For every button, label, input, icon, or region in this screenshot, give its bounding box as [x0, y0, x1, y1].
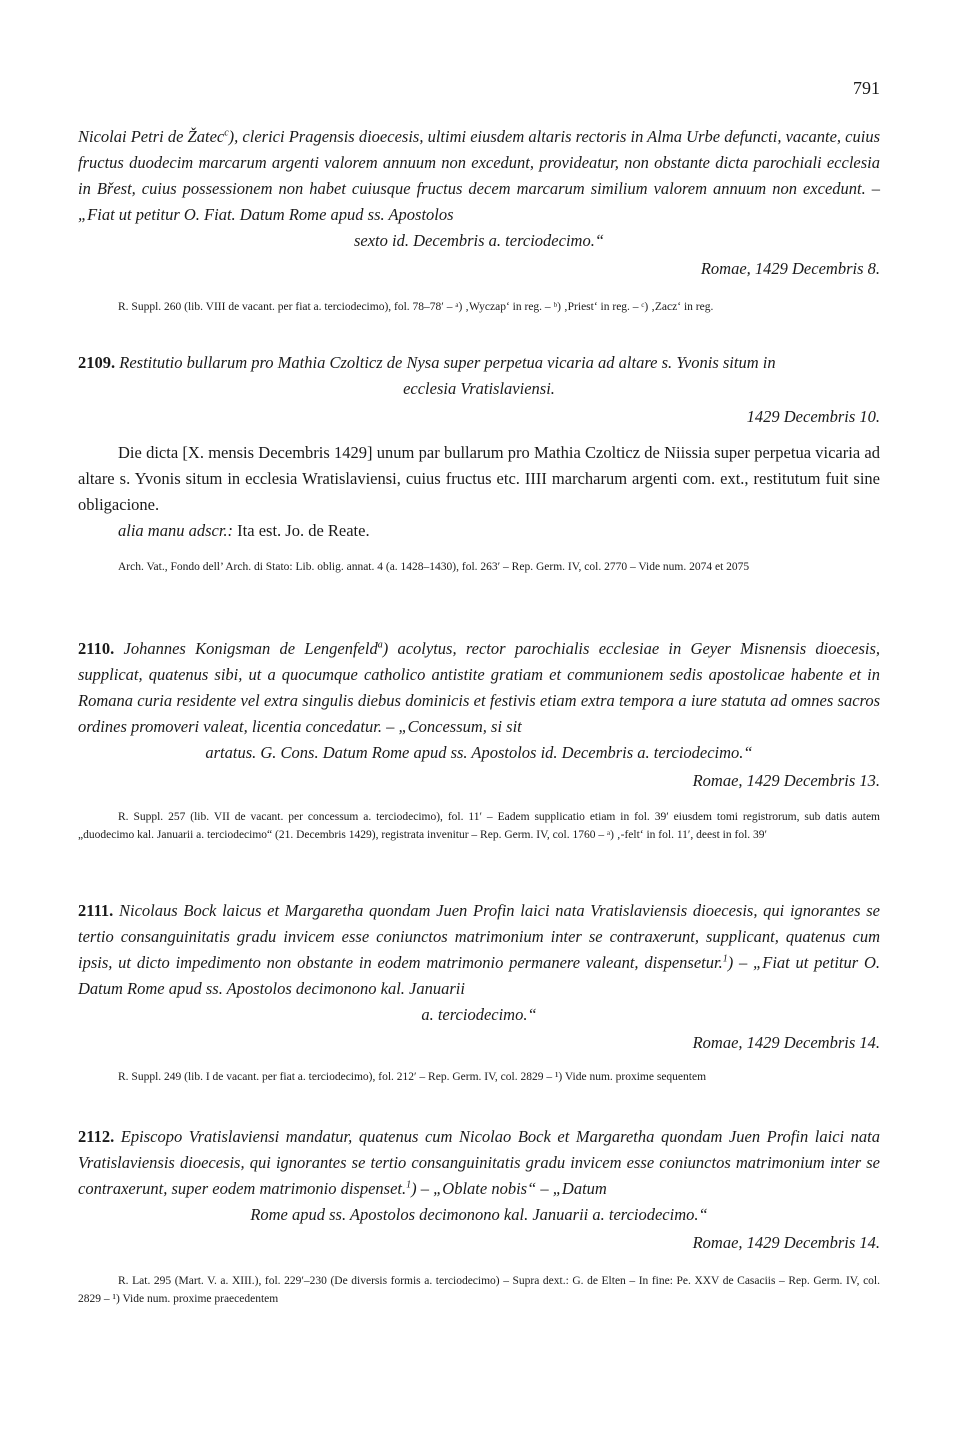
entry-text-last-line: sexto id. Decembris a. terciodecimo.“	[353, 231, 605, 250]
text-segment: Ita est. Jo. de Reate.	[233, 521, 370, 540]
text-segment: Nicolai Petri de Žatec	[78, 127, 225, 146]
entry-number: 2112.	[78, 1127, 115, 1146]
entry-note: R. Suppl. 257 (lib. VII de vacant. per concessum a. terciodecimo), fol. 11′ – Eadem supplicatio etiam in fol. 39′ eiusdem tomi registrorum, sub datis autem „duodecimo kal. Januarii a. terciodecimo“ (21. Decembris 1429), registrata invenitur – Rep. Germ. IV, col. 1760 – ᵃ) ‚-felt‘ in fol. 11′, deest in fol. 39′	[78, 811, 880, 841]
footnote-marker: c	[224, 127, 229, 139]
text-segment: ), clerici Pragensis dioecesis, ultimi eiusdem altaris rectoris in Alma Urbe defuncti, vacante, cuius fructus duodecim marcarum argenti valorem annuum non excedunt, provideatur, non obstante dicta parochiali ecclesia in Břest, cuius possessionem non habet cuiusque fructus decem marcarum similium valorem annuum non excedunt. – „Fiat ut petitur O. Fiat. Datum Rome apud ss. Apostolos	[78, 127, 880, 224]
entry-number: 2109.	[78, 353, 116, 372]
entry-2109	[78, 350, 880, 576]
entry-date: Romae, 1429 Decembris 14.	[692, 1033, 880, 1052]
entry-number: 2111.	[78, 901, 114, 920]
entry-2111	[78, 898, 880, 1086]
entry-date: Romae, 1429 Decembris 8.	[700, 259, 880, 278]
entry-number: 2110.	[78, 639, 115, 658]
entry-text	[78, 898, 880, 1002]
entry-date: 1429 Decembris 10.	[746, 407, 880, 426]
entry-text-last-line: Rome apud ss. Apostolos decimonono kal. Januarii a. terciodecimo.“	[250, 1205, 708, 1224]
text-segment: alia manu adscr.:	[118, 521, 234, 540]
footnote-marker: 1	[722, 953, 728, 965]
text-segment: Restitutio bullarum pro Mathia Czolticz de Nysa super perpetua vicaria ad altare s. Yvonis situm in	[119, 353, 776, 372]
entry-note: Arch. Vat., Fondo dell’ Arch. di Stato: Lib. oblig. annat. 4 (a. 1428–1430), fol. 263′ – Rep. Germ. IV, col. 2770 – Vide num. 2074 et 2075	[118, 561, 750, 573]
entry-title-last-line: ecclesia Vratislaviensi.	[403, 379, 555, 398]
text-segment: ) – „Oblate nobis“ – „Datum	[411, 1179, 607, 1198]
text-segment: Nicolaus Bock laicus et Margaretha quondam Juen Profin laici nata Vratislaviensis dioecesis, qui ignorantes se tertio consanguinitatis gradu invicem esse coniunctos matrimonium inter se contraxerunt, supplicant, quatenus cum ipsis, ut dicto impedimento non obstante in eodem matrimonio permanere valeant, dispensetur.	[78, 901, 880, 972]
entry-text-last-line: a. terciodecimo.“	[421, 1005, 537, 1024]
entry-note: R. Suppl. 249 (lib. I de vacant. per fiat a. terciodecimo), fol. 212′ – Rep. Germ. IV, col. 2829 – ¹) Vide num. proxime sequentem	[118, 1071, 707, 1083]
text-segment: ) – „Fiat ut petitur O. Datum Rome apud ss. Apostolos decimonono kal. Januarii	[78, 953, 880, 998]
footnote-marker: 1	[406, 1179, 412, 1191]
page-number: 791	[853, 78, 880, 98]
entry-text	[78, 1124, 880, 1202]
entry-text-last-line: artatus. G. Cons. Datum Rome apud ss. Apostolos id. Decembris a. terciodecimo.“	[205, 743, 753, 762]
entry-2110	[78, 636, 880, 844]
entry-adscription	[118, 518, 880, 544]
entry-text	[78, 124, 880, 228]
text-segment: Episcopo Vratislaviensi mandatur, quatenus cum Nicolao Bock et Margaretha quondam Juen Profin laici nata Vratislaviensis dioecesis, qui ignorantes se tertio consanguinitatis gradu invicem esse coniunctos matrimonium inter se contraxerunt, super eodem matrimonio dispenset.	[78, 1127, 881, 1198]
entry-body: Die dicta [X. mensis Decembris 1429] unum par bullarum pro Mathia Czolticz de Niissia super perpetua vicaria ad altare s. Yvonis situm in ecclesia Wratislaviensi, cuius fructus etc. IIII marcharum argenti com. ext., restitutum fuit sine obligacione.	[78, 443, 880, 514]
entry-text	[78, 636, 880, 740]
entry-continuation	[78, 124, 880, 316]
entry-note: R. Lat. 295 (Mart. V. a. XIII.), fol. 229′–230 (De diversis formis a. terciodecimo) – Supra dext.: G. de Elten – In fine: Pe. XXV de Casaciis – Rep. Germ. IV, col. 2829 – ¹) Vide num. proxime praecedentem	[78, 1275, 880, 1305]
text-segment: ) acolytus, rector parochialis ecclesiae in Geyer Misnensis dioecesis, supplicat, quatenus sibi, ut a quocumque catholico antistite gratiam et communionem sedis apostolicae habente et in Romana curia residente vel extra singulis diebus dominicis et festivis etiam extra tempora a iure statuta ad omnes sacros ordines promoveri valeat, licentia concedatur. – „Concessum, si sit	[78, 639, 880, 736]
footnote-marker: a	[377, 639, 383, 651]
entry-date: Romae, 1429 Decembris 13.	[692, 771, 880, 790]
entry-date: Romae, 1429 Decembris 14.	[692, 1233, 880, 1252]
text-segment: Johannes Konigsman de Lengenfeld	[123, 639, 378, 658]
entry-2112	[78, 1124, 880, 1308]
entry-title	[78, 350, 880, 376]
entry-note: R. Suppl. 260 (lib. VIII de vacant. per fiat a. terciodecimo), fol. 78–78′ – ᵃ) ‚Wyczap‘ in reg. – ᵇ) ‚Priest‘ in reg. – ᶜ) ‚Zacz‘ in reg.	[118, 301, 714, 313]
